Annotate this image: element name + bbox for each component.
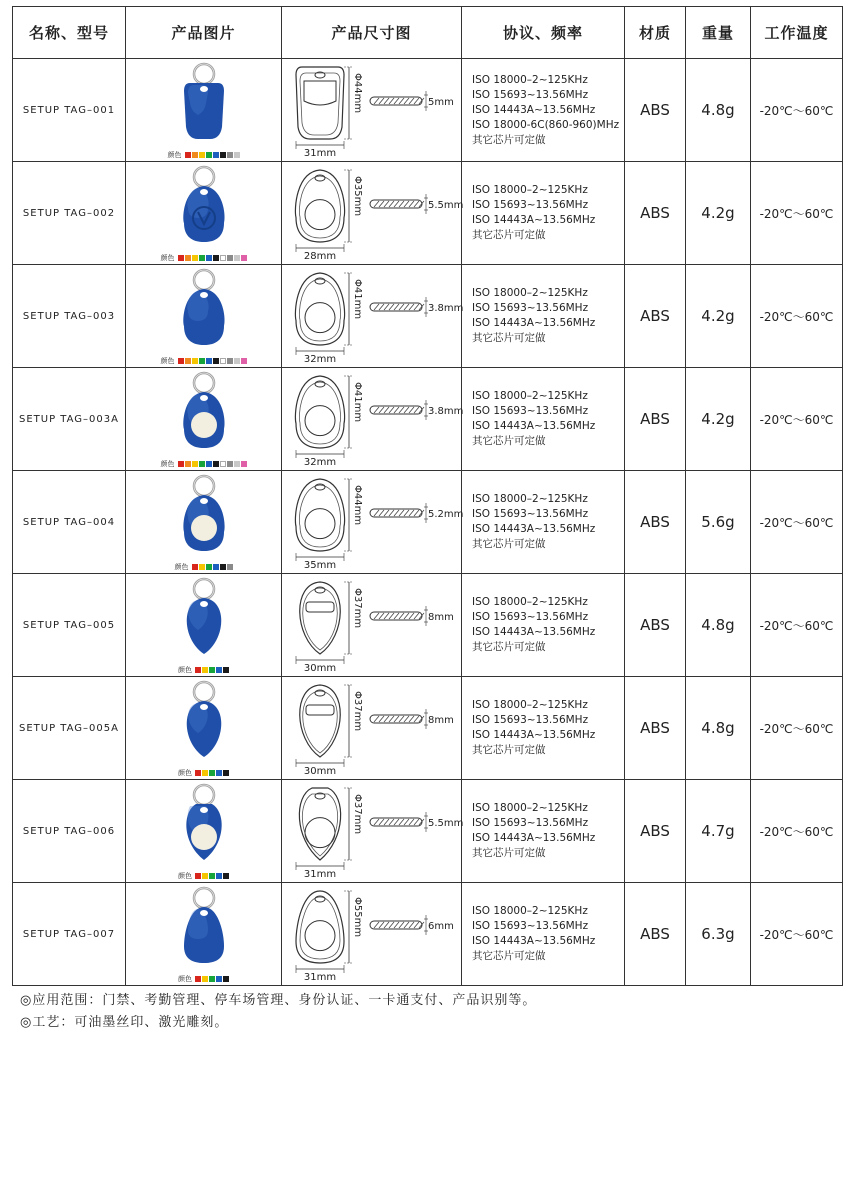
dimension-drawing: [286, 885, 458, 983]
model-cell: SETUP TAG–007: [13, 883, 126, 986]
color-label: 颜色: [167, 151, 182, 159]
temp-cell: -20℃～60℃: [751, 162, 843, 265]
protocol-cell: [462, 368, 625, 471]
color-swatch: [206, 461, 212, 467]
size-cell: [282, 883, 462, 986]
color-swatch: [199, 564, 205, 570]
protocol-line: ISO 14443A~13.56MHz: [472, 317, 596, 329]
protocol-line: ISO 15693~13.56MHz: [472, 405, 589, 417]
dimension-drawing: [286, 164, 463, 262]
protocol-cell: [462, 677, 625, 780]
protocol-line: ISO 18000–2~125KHz: [472, 184, 588, 196]
color-swatch: [199, 152, 205, 158]
dimension-drawing: [286, 679, 458, 777]
protocol-line: ISO 15693~13.56MHz: [472, 88, 589, 101]
thickness-dimension: 3.8mm: [427, 406, 463, 417]
color-swatch: [192, 152, 198, 158]
color-swatch: [206, 152, 212, 158]
protocol-line: ISO 15693~13.56MHz: [472, 817, 589, 829]
color-swatch: [213, 461, 219, 467]
protocol-line: 其它芯片可定做: [472, 133, 546, 146]
color-swatch: [192, 564, 198, 570]
color-swatch: [241, 461, 247, 467]
material-cell: ABS: [625, 883, 686, 986]
color-swatch: [199, 255, 205, 261]
width-dimension: 32mm: [303, 354, 336, 365]
table-row: [13, 162, 843, 265]
protocol-line: ISO 15693~13.56MHz: [472, 714, 589, 726]
width-dimension: 30mm: [303, 663, 336, 674]
keyfob-photo: [164, 576, 244, 662]
keyfob-photo: [164, 267, 244, 353]
temp-cell: -20℃～60℃: [751, 471, 843, 574]
color-swatches: [126, 974, 281, 984]
model-cell: SETUP TAG–001: [13, 59, 126, 162]
model-cell: SETUP TAG–002: [13, 162, 126, 265]
color-swatch: [178, 255, 184, 261]
protocol-line: ISO 18000–2~125KHz: [472, 802, 588, 814]
model-cell: SETUP TAG–005A: [13, 677, 126, 780]
protocol-line: ISO 15693~13.56MHz: [472, 199, 589, 211]
color-label: 颜色: [174, 563, 189, 571]
color-swatch: [227, 358, 233, 364]
header-size: 产品尺寸图: [282, 7, 462, 59]
table-row: [13, 265, 843, 368]
protocol-line: ISO 18000–2~125KHz: [472, 905, 588, 917]
thickness-dimension: 6mm: [427, 921, 454, 932]
color-swatch: [195, 770, 201, 776]
protocol-cell: [462, 780, 625, 883]
protocol-line: 其它芯片可定做: [472, 847, 546, 859]
protocol-line: 其它芯片可定做: [472, 332, 546, 344]
weight-cell: 4.8g: [686, 677, 751, 780]
header-photo: 产品图片: [126, 7, 282, 59]
dimension-drawing: [286, 576, 458, 674]
color-swatch: [227, 255, 233, 261]
height-dimension: Φ41mm: [351, 382, 363, 423]
photo-cell: [126, 780, 282, 883]
color-swatch: [220, 255, 226, 261]
keyfob-photo: [164, 885, 244, 971]
color-swatch: [220, 461, 226, 467]
size-cell: [282, 162, 462, 265]
color-swatch: [202, 976, 208, 982]
color-swatch: [202, 667, 208, 673]
color-swatch: [206, 255, 212, 261]
width-dimension: 31mm: [303, 869, 336, 880]
weight-cell: 5.6g: [686, 471, 751, 574]
color-swatch: [241, 358, 247, 364]
color-swatch: [192, 255, 198, 261]
table-row: [13, 574, 843, 677]
color-swatch: [195, 667, 201, 673]
thickness-dimension: 5mm: [427, 97, 454, 108]
color-swatch: [185, 358, 191, 364]
protocol-cell: [462, 883, 625, 986]
keyfob-photo: [164, 164, 244, 250]
size-cell: [282, 677, 462, 780]
craft-note: ◎工艺：可油墨丝印、激光雕刻。: [20, 1015, 229, 1030]
protocol-line: ISO 18000–2~125KHz: [472, 390, 588, 402]
color-swatch: [223, 873, 229, 879]
color-swatches: [126, 459, 281, 469]
color-label: 颜色: [178, 769, 192, 777]
color-swatches: [126, 665, 281, 675]
color-swatches: [126, 356, 281, 366]
color-swatch: [216, 976, 222, 982]
protocol-line: 其它芯片可定做: [472, 538, 546, 550]
color-swatch: [199, 358, 205, 364]
protocol-cell: [462, 162, 625, 265]
table-row: [13, 677, 843, 780]
protocol-line: ISO 15693~13.56MHz: [472, 611, 589, 623]
protocol-line: ISO 18000–2~125KHz: [472, 73, 588, 86]
height-dimension: Φ37mm: [351, 588, 363, 629]
header-model: 名称、型号: [13, 7, 126, 59]
color-swatch: [195, 976, 201, 982]
notes: [20, 990, 536, 1034]
color-label: 颜色: [160, 357, 175, 365]
protocol-line: ISO 14443A~13.56MHz: [472, 729, 596, 741]
color-swatches: [126, 768, 281, 778]
color-swatch: [178, 461, 184, 467]
application-note: ◎应用范围：门禁、考勤管理、停车场管理、身份认证、一卡通支付、产品识别等。: [20, 993, 537, 1008]
height-dimension: Φ44mm: [351, 485, 363, 526]
material-cell: ABS: [625, 677, 686, 780]
protocol-line: 其它芯片可定做: [472, 950, 546, 962]
header-temp: 工作温度: [751, 7, 843, 59]
protocol-line: ISO 14443A~13.56MHz: [472, 832, 596, 844]
color-swatch: [234, 255, 240, 261]
color-swatch: [234, 152, 240, 158]
color-swatch: [227, 564, 233, 570]
model-cell: SETUP TAG–004: [13, 471, 126, 574]
header-protocol: 协议、频率: [462, 7, 625, 59]
size-cell: [282, 59, 462, 162]
color-swatch: [202, 873, 208, 879]
table-row: [13, 368, 843, 471]
size-cell: [282, 368, 462, 471]
color-swatch: [223, 770, 229, 776]
color-swatch: [213, 152, 219, 158]
protocol-line: ISO 15693~13.56MHz: [472, 920, 589, 932]
protocol-line: ISO 14443A~13.56MHz: [472, 103, 596, 116]
color-swatch: [234, 358, 240, 364]
weight-cell: 4.2g: [686, 368, 751, 471]
size-cell: [282, 265, 462, 368]
color-swatch: [185, 461, 191, 467]
keyfob-photo: [164, 473, 244, 559]
protocol-line: ISO 14443A~13.56MHz: [472, 420, 596, 432]
model-cell: SETUP TAG–003: [13, 265, 126, 368]
temp-cell: -20℃～60℃: [751, 574, 843, 677]
material-cell: ABS: [625, 162, 686, 265]
photo-cell: [126, 883, 282, 986]
color-swatch: [234, 461, 240, 467]
color-swatch: [227, 461, 233, 467]
thickness-dimension: 5.5mm: [427, 818, 463, 829]
weight-cell: 6.3g: [686, 883, 751, 986]
material-cell: ABS: [625, 471, 686, 574]
material-cell: ABS: [625, 780, 686, 883]
thickness-dimension: 3.8mm: [427, 303, 463, 314]
keyfob-photo: [164, 782, 244, 868]
thickness-dimension: 8mm: [427, 612, 454, 623]
model-cell: SETUP TAG–003A: [13, 368, 126, 471]
weight-cell: 4.2g: [686, 265, 751, 368]
protocol-cell: [462, 574, 625, 677]
temp-cell: -20℃～60℃: [751, 265, 843, 368]
width-dimension: 28mm: [303, 251, 336, 262]
color-label: 颜色: [160, 254, 175, 262]
height-dimension: Φ37mm: [351, 691, 363, 732]
color-swatch: [220, 152, 226, 158]
protocol-line: ISO 14443A~13.56MHz: [472, 626, 596, 638]
model-cell: SETUP TAG–005: [13, 574, 126, 677]
protocol-line: ISO 14443A~13.56MHz: [472, 523, 596, 535]
color-swatch: [223, 976, 229, 982]
color-swatch: [202, 770, 208, 776]
color-label: 颜色: [178, 666, 192, 674]
protocol-line: 其它芯片可定做: [472, 641, 546, 653]
weight-cell: 4.2g: [686, 162, 751, 265]
color-swatch: [178, 358, 184, 364]
photo-cell: [126, 677, 282, 780]
color-swatch: [209, 667, 215, 673]
width-dimension: 31mm: [303, 148, 336, 159]
color-swatch: [209, 873, 215, 879]
size-cell: [282, 574, 462, 677]
protocol-line: ISO 18000–2~125KHz: [472, 287, 588, 299]
size-cell: [282, 471, 462, 574]
weight-cell: 4.7g: [686, 780, 751, 883]
color-swatch: [216, 770, 222, 776]
dimension-drawing: [286, 473, 463, 571]
color-swatch: [192, 461, 198, 467]
height-dimension: Φ44mm: [351, 73, 363, 114]
dimension-drawing: [286, 61, 458, 159]
keyfob-photo: [164, 61, 244, 147]
color-swatch: [199, 461, 205, 467]
color-swatch: [223, 667, 229, 673]
color-swatch: [241, 255, 247, 261]
table-row: [13, 471, 843, 574]
header-weight: 重量: [686, 7, 751, 59]
header-material: 材质: [625, 7, 686, 59]
color-swatches: [126, 562, 281, 572]
protocol-line: ISO 18000–2~125KHz: [472, 493, 588, 505]
color-swatches: [126, 150, 281, 160]
width-dimension: 32mm: [303, 457, 336, 468]
temp-cell: -20℃～60℃: [751, 677, 843, 780]
table-row: [13, 780, 843, 883]
color-swatch: [216, 667, 222, 673]
photo-cell: [126, 265, 282, 368]
color-swatch: [185, 255, 191, 261]
color-label: 颜色: [178, 872, 192, 880]
color-swatch: [209, 770, 215, 776]
protocol-line: ISO 18000–2~125KHz: [472, 699, 588, 711]
table-row: [13, 59, 843, 162]
temp-cell: -20℃～60℃: [751, 883, 843, 986]
color-swatch: [213, 358, 219, 364]
color-label: 颜色: [178, 975, 192, 983]
color-swatch: [220, 564, 226, 570]
thickness-dimension: 5.5mm: [427, 200, 463, 211]
color-swatch: [185, 152, 191, 158]
color-swatch: [227, 152, 233, 158]
protocol-line: ISO 18000-6C(860-960)MHz: [472, 118, 620, 131]
weight-cell: 4.8g: [686, 59, 751, 162]
protocol-line: 其它芯片可定做: [472, 229, 546, 241]
temp-cell: -20℃～60℃: [751, 368, 843, 471]
color-swatch: [216, 873, 222, 879]
color-label: 颜色: [160, 460, 175, 468]
protocol-line: 其它芯片可定做: [472, 744, 546, 756]
protocol-line: ISO 18000–2~125KHz: [472, 596, 588, 608]
photo-cell: [126, 471, 282, 574]
dimension-drawing: [286, 267, 463, 365]
temp-cell: -20℃～60℃: [751, 59, 843, 162]
color-swatch: [192, 358, 198, 364]
photo-cell: [126, 368, 282, 471]
color-swatch: [213, 564, 219, 570]
color-swatch: [220, 358, 226, 364]
table-row: [13, 883, 843, 986]
protocol-line: ISO 15693~13.56MHz: [472, 508, 589, 520]
weight-cell: 4.8g: [686, 574, 751, 677]
header-row: [13, 7, 843, 59]
height-dimension: Φ55mm: [351, 897, 363, 938]
thickness-dimension: 8mm: [427, 715, 454, 726]
color-swatch: [206, 564, 212, 570]
temp-cell: -20℃～60℃: [751, 780, 843, 883]
height-dimension: Φ35mm: [351, 176, 363, 217]
color-swatch: [209, 976, 215, 982]
color-swatch: [206, 358, 212, 364]
color-swatch: [213, 255, 219, 261]
protocol-line: 其它芯片可定做: [472, 435, 546, 447]
protocol-cell: [462, 471, 625, 574]
photo-cell: [126, 574, 282, 677]
height-dimension: Φ41mm: [351, 279, 363, 320]
material-cell: ABS: [625, 265, 686, 368]
spec-table: [12, 6, 843, 986]
material-cell: ABS: [625, 368, 686, 471]
material-cell: ABS: [625, 574, 686, 677]
dimension-drawing: [286, 782, 463, 880]
protocol-cell: [462, 59, 625, 162]
width-dimension: 35mm: [303, 560, 336, 571]
width-dimension: 31mm: [303, 972, 336, 983]
dimension-drawing: [286, 370, 463, 468]
keyfob-photo: [164, 370, 244, 456]
size-cell: [282, 780, 462, 883]
photo-cell: [126, 59, 282, 162]
width-dimension: 30mm: [303, 766, 336, 777]
material-cell: ABS: [625, 59, 686, 162]
color-swatches: [126, 253, 281, 263]
protocol-cell: [462, 265, 625, 368]
color-swatch: [195, 873, 201, 879]
protocol-line: ISO 15693~13.56MHz: [472, 302, 589, 314]
protocol-line: ISO 14443A~13.56MHz: [472, 935, 596, 947]
thickness-dimension: 5.2mm: [427, 509, 463, 520]
height-dimension: Φ37mm: [351, 794, 363, 835]
keyfob-photo: [164, 679, 244, 765]
color-swatches: [126, 871, 281, 881]
protocol-line: ISO 14443A~13.56MHz: [472, 214, 596, 226]
model-cell: SETUP TAG–006: [13, 780, 126, 883]
photo-cell: [126, 162, 282, 265]
